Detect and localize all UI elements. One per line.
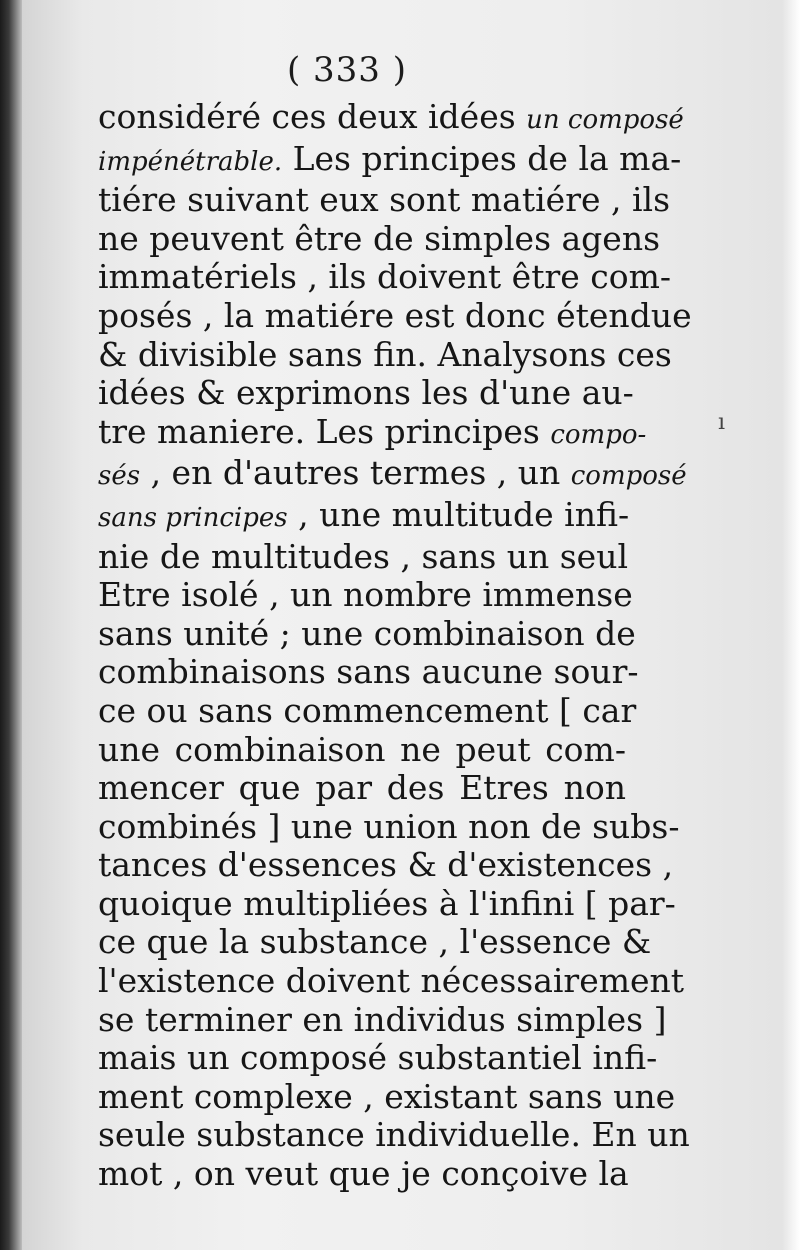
text-line <box>98 806 680 847</box>
roman-text: nie de multitudes , sans un seul <box>98 536 629 576</box>
roman-text: tiére suivant eux sont matiére , ils <box>98 180 671 220</box>
text-line <box>98 731 626 770</box>
roman-text: mais un composé substantiel infi- <box>98 1038 658 1078</box>
roman-text: sans unité ; une combinaison de <box>98 613 636 653</box>
roman-text: immatériels , ils doivent être com- <box>98 257 672 297</box>
text-line <box>98 769 626 808</box>
text-line <box>98 536 629 577</box>
text-line <box>98 180 671 220</box>
text-line <box>98 922 652 962</box>
roman-text: posés , la matiére est donc étendue <box>98 295 692 335</box>
text-line <box>98 453 687 496</box>
book-page <box>22 0 782 1250</box>
roman-text: idées & exprimons les d'une au- <box>98 373 634 413</box>
roman-text: , une multitude infi- <box>287 494 630 534</box>
text-line <box>98 257 672 297</box>
roman-text: considéré ces deux idées <box>98 97 527 136</box>
roman-text: ment complexe , existant sans une <box>98 1076 676 1116</box>
text-line <box>98 97 684 140</box>
roman-text: se terminer en individus simples ] <box>98 999 667 1039</box>
book-gutter-shadow <box>0 0 22 1250</box>
roman-text: ce que la substance , l'essence & <box>98 922 652 962</box>
page-number: ( 333 ) <box>286 50 408 90</box>
text-line <box>98 295 692 336</box>
text-line <box>98 494 630 538</box>
italic-phrase: sés <box>98 461 141 492</box>
roman-text: ne peuvent être de simples agens <box>98 218 661 258</box>
text-line <box>98 373 634 413</box>
text-line <box>98 138 682 182</box>
text-line <box>98 690 637 731</box>
text-line <box>98 411 647 455</box>
roman-text: mot , on veut que je conçoive la <box>98 1154 629 1194</box>
roman-text: combinés ] une union non de subs- <box>98 806 680 846</box>
roman-text: mencer que par des Etres non <box>98 768 626 808</box>
italic-phrase: sans principes <box>98 502 288 533</box>
text-line <box>98 652 639 692</box>
roman-text: seule substance individuelle. En un <box>98 1115 690 1155</box>
roman-text: combinaisons sans aucune sour- <box>98 652 639 692</box>
page-edge <box>782 0 800 1250</box>
italic-phrase: compo- <box>550 419 647 450</box>
italic-phrase: impénétrable. <box>98 146 283 177</box>
roman-text: tre maniere. Les principes <box>98 411 551 451</box>
roman-text: Les principes de la ma- <box>282 138 682 178</box>
roman-text: l'existence doivent nécessairement <box>98 961 685 1001</box>
text-line <box>98 613 636 654</box>
body-text <box>98 97 692 1194</box>
text-line <box>98 218 661 259</box>
text-line <box>98 1038 658 1078</box>
roman-text: ce ou sans commencement [ car <box>98 690 637 730</box>
text-line <box>98 961 685 1001</box>
text-line <box>98 1154 629 1194</box>
roman-text: & divisible sans fin. Analysons ces <box>98 334 672 374</box>
roman-text: Etre isolé , un nombre immense <box>98 575 633 615</box>
roman-text: tances d'essences & d'existences , <box>98 845 674 885</box>
ink-speck: ı <box>718 410 726 435</box>
text-line <box>98 334 672 375</box>
text-line <box>98 883 676 924</box>
italic-phrase: composé <box>570 461 687 492</box>
text-line <box>98 999 667 1040</box>
italic-phrase: un composé <box>526 105 684 135</box>
roman-text: une combinaison ne peut com- <box>98 729 626 769</box>
text-line <box>98 575 633 615</box>
text-line <box>98 845 674 885</box>
text-line <box>98 1076 676 1117</box>
roman-text: , en d'autres termes , un <box>140 453 571 493</box>
text-line <box>98 1115 690 1155</box>
roman-text: quoique multipliées à l'infini [ par- <box>98 883 676 923</box>
